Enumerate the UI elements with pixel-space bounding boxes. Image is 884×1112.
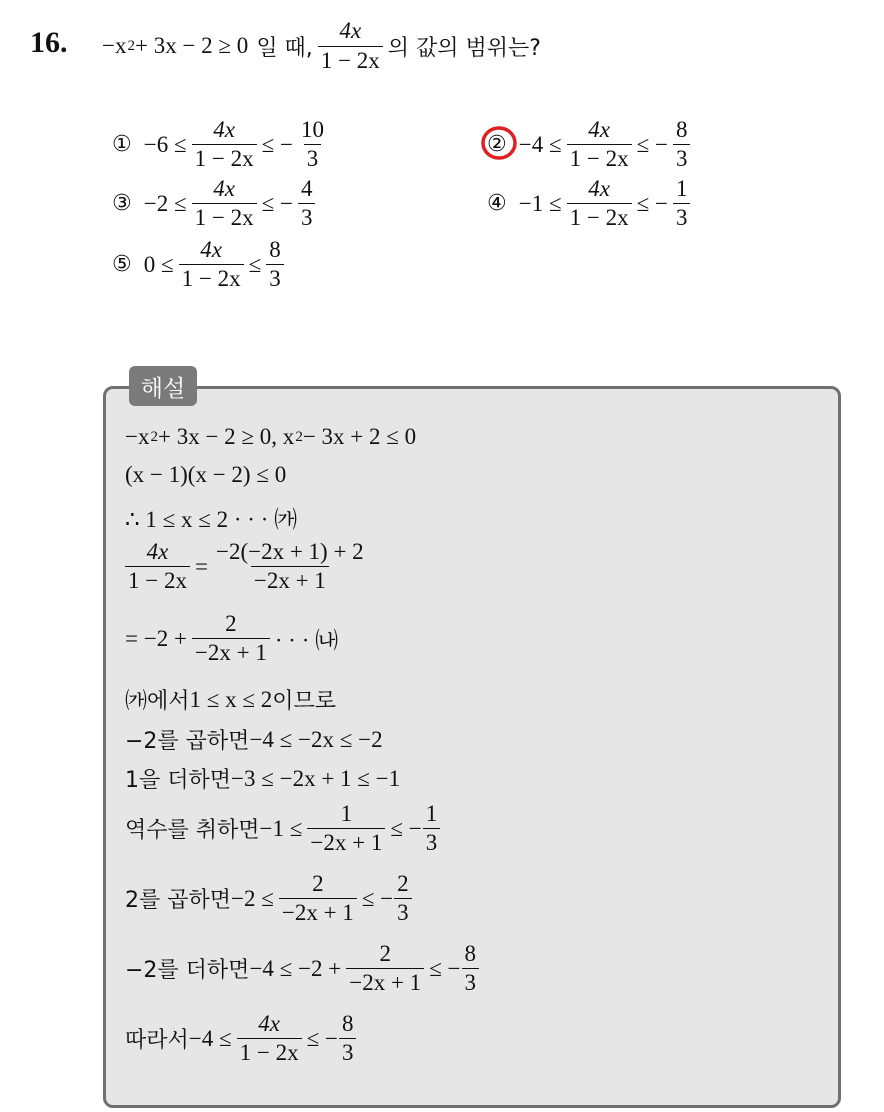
- solution-line-9: 역수를 취하면 −1 ≤ $\frac{1}{-2x + 1}$ ≤ − $\frac{1}{3}$: [125, 802, 445, 855]
- solution-line-8: 1을 더하면 −3 ≤ −2x + 1 ≤ −1: [125, 765, 401, 793]
- option-3[interactable]: ③ −2 ≤ $\frac{4x}{1 - 2x}$ ≤ − $\frac{4}{3}$: [112, 177, 320, 230]
- solution-line-4: $\frac{4x}{1 - 2x}$ = $\frac{-2(-2x + 1) + 2}{-2x + 1}$: [125, 540, 372, 593]
- question-tail: 의 값의 범위는?: [387, 35, 541, 61]
- option-1[interactable]: ① −6 ≤ $\frac{4x}{1 - 2x}$ ≤ − $\frac{10}{3}$: [112, 117, 324, 172]
- question-cond-exp: 2: [127, 37, 135, 54]
- solution-line-12: 따라서 −4 ≤ $\frac{4x}{1 - 2x}$ ≤ − $\frac{8}{3}$: [125, 1012, 361, 1065]
- question-cond-rest: + 3x − 2 ≥ 0: [134, 33, 249, 58]
- question-text: [102, 14, 541, 78]
- question-number: 16.: [30, 26, 68, 59]
- option-5[interactable]: ⑤ 0 ≤ $\frac{4x}{1 - 2x}$ ≤ $\frac{8}{3}$: [112, 238, 289, 291]
- solution-line-2: (x − 1)(x − 2) ≤ 0: [125, 462, 287, 487]
- red-circle-icon: [479, 122, 521, 164]
- answer-mark: ②: [487, 132, 507, 157]
- solution-line-5: = −2 + $\frac{2}{-2x + 1}$ · · · ㈏: [125, 611, 339, 666]
- question-fraction: $\frac{4x}{1 - 2x}$: [318, 19, 383, 72]
- solution-line-1: −x 2 + 3x − 2 ≥ 0, x 2 − 3x + 2 ≤ 0: [125, 424, 417, 449]
- solution-title: 해설: [129, 366, 197, 406]
- solution-line-6: ㈎에서 1 ≤ x ≤ 2 이므로: [125, 686, 337, 714]
- option-2[interactable]: ② −4 ≤ $\frac{4x}{1 - 2x}$ ≤ − $\frac{8}{3}$: [487, 118, 695, 171]
- question-word: 일 때,: [256, 35, 313, 61]
- option-4[interactable]: ④ −1 ≤ $\frac{4x}{1 - 2x}$ ≤ − $\frac{1}{3}$: [487, 177, 695, 230]
- solution-line-3: ∴ 1 ≤ x ≤ 2 · · · ㈎: [125, 507, 298, 532]
- question-cond-lhs: −x: [102, 33, 127, 58]
- solution-line-11: −2를 더하면 −4 ≤ −2 + $\frac{2}{-2x + 1}$ ≤ − $\frac{8}{3}$: [125, 942, 484, 995]
- solution-line-7: −2를 곱하면 −4 ≤ −2x ≤ −2: [125, 726, 383, 754]
- solution-line-10: 2를 곱하면 −2 ≤ $\frac{2}{-2x + 1}$ ≤ − $\frac{2}{3}$: [125, 872, 417, 925]
